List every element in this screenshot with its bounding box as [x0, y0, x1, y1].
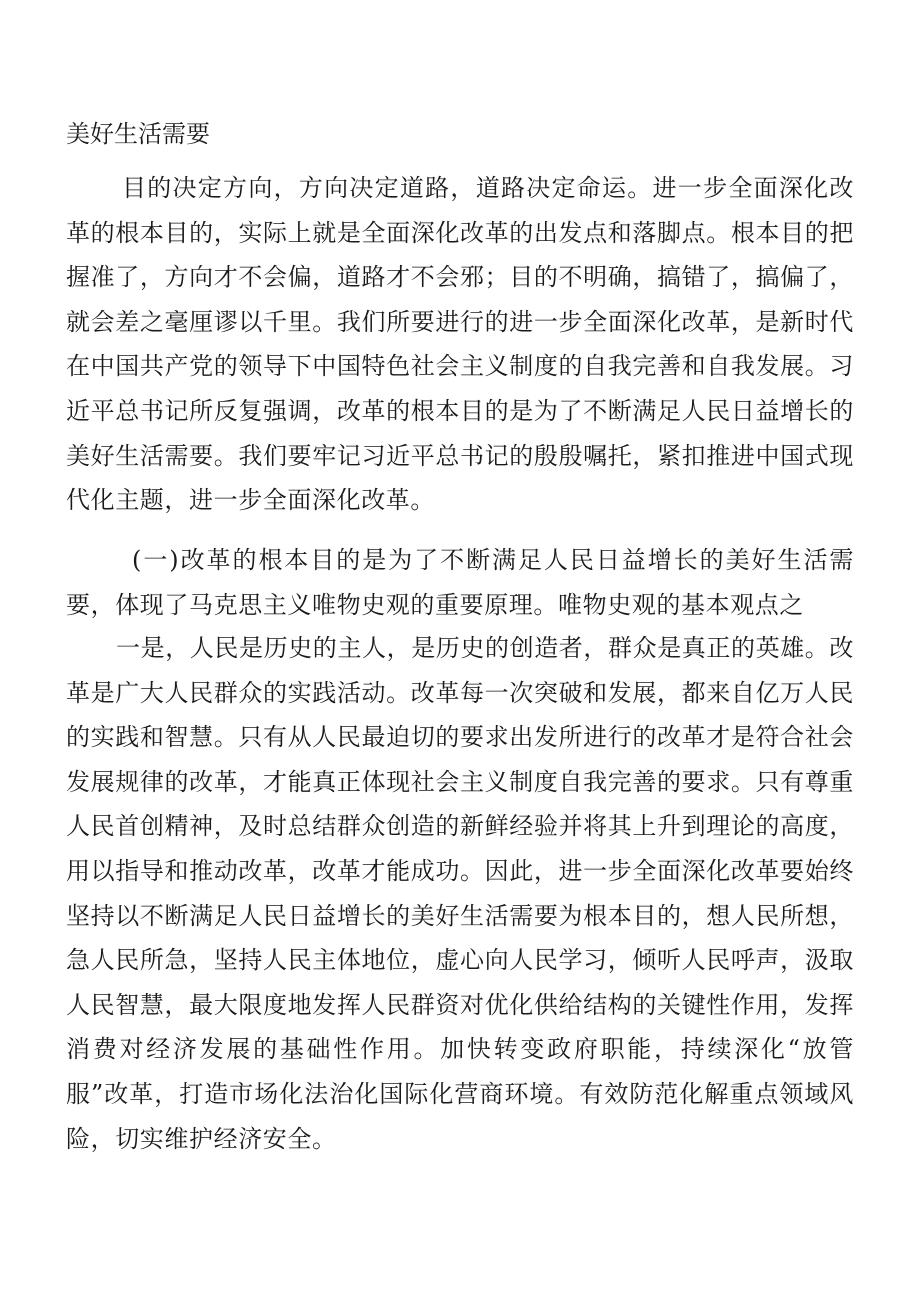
section-heading: 美好生活需要 [66, 120, 210, 148]
paragraph-2: (一)改革的根本目的是为了不断满足人民日益增长的美好生活需要，体现了马克思主义唯物史观的重要原理。唯物史观的基本观点之 [66, 546, 854, 619]
paragraph-1: 目的决定方向，方向决定道路，道路决定命运。进一步全面深化改革的根本目的，实际上就是全面深化改革的出发点和落脚点。根本目的把握准了，方向才不会偏，道路才不会邪；目的不明确，搞错了，搞偏了，就会差之毫厘谬以千里。我们所要进行的进一步全面深化改革，是新时代在中国共产党的领导下中国特色社会主义制度的自我完善和自我发展。习近平总书记所反复强调，改革的根本目的是为了不断满足人民日益增长的美好生活需要。我们要牢记习近平总书记的殷殷嘱托，紧扣推进中国式现代化主题，进一步全面深化改革。 [66, 174, 854, 515]
paragraph-3: 一是，人民是历史的主人，是历史的创造者，群众是真正的英雄。改革是广大人民群众的实践活动。改革每一次突破和发展，都来自亿万人民的实践和智慧。只有从人民最迫切的要求出发所进行的改革才是符合社会发展规律的改革，才能真正体现社会主义制度自我完善的要求。只有尊重人民首创精神，及时总结群众创造的新鲜经验并将其上升到理论的高度，用以指导和推动改革，改革才能成功。因此，进一步全面深化改革要始终坚持以不断满足人民日益增长的美好生活需要为根本目的，想人民所想，急人民所急，坚持人民主体地位，虚心向人民学习，倾听人民呼声，汲取人民智慧，最大限度地发挥人民群资对优化供给结构的关键性作用，发挥消费对经济发展的基础性作用。加快转变政府职能，持续深化“放管服”改革，打造市场化法治化国际化营商环境。有效防范化解重点领域风险，切实维护经济安全。 [66, 634, 854, 1153]
